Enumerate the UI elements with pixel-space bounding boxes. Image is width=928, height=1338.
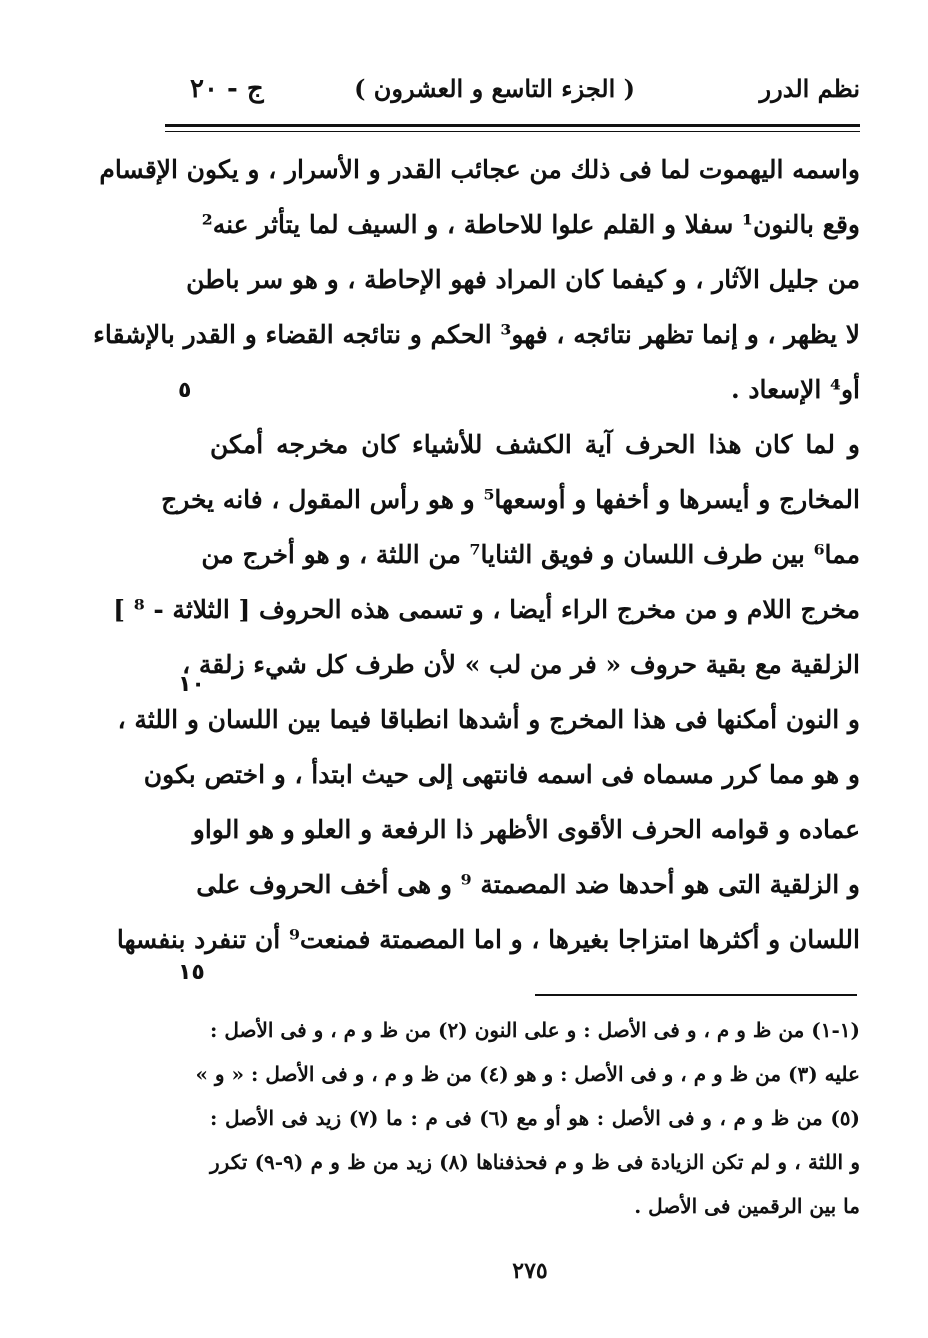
line-number-10: ١٠ [178,672,205,697]
text-line: لا يظهر ، و إنما تظهر نتائجه ، فهو³ الحكم و نتائجه القضاء و القدر بالإشقاء [93,320,860,349]
footnote-line: و اللثة ، و لم تكن الزيادة فى ظ و م فحذفناها (٨) زيد من ظ و م (٩-٩) تكرر [210,1150,860,1174]
text-line: و لما كان هذا الحرف آية الكشف للأشياء كان مخرجه أمكن [210,430,860,459]
footnote-line: (١-١) من ظ و م ، و فى الأصل : و على النون (٢) من ظ و م ، و فى الأصل : [210,1018,861,1042]
footnote-line: ما بين الرقمين فى الأصل . [634,1194,860,1218]
line-number-15: ١٥ [178,960,205,985]
footnote-rule [535,994,857,996]
footnotes [195,1008,861,1228]
page-number: ٢٧٥ [512,1258,548,1284]
text-line: المخارج و أيسرها و أخفها و أوسعها⁵ و هو رأس المقول ، فانه يخرج [161,485,860,514]
book-title: نظم الدرر [759,74,860,103]
volume-page-ref: ج - ٢٠ [190,74,264,104]
text-line: وقع بالنون¹ سفلا و القلم علوا للاحاطة ، و السيف لما يتأثر عنه² [201,210,860,239]
text-line: أو⁴ الإسعاد . [730,375,860,404]
text-line: و هو مما كرر مسماه فى اسمه فانتهى إلى حيث ابتدأ ، و اختص بكون [143,760,860,789]
text-line: اللسان و أكثرها امتزاجا بغيرها ، و اما المصمتة فمنعت⁹ أن تنفرد بنفسها [116,925,860,954]
header-rule-thin [165,131,860,132]
text-line: الزلقية مع بقية حروف « فر من لب » لأن طرف كل شيء زلقة ، [182,650,860,679]
text-line: مما⁶ بين طرف اللسان و فويق الثنايا⁷ من اللثة ، و هو أخرج من [201,540,860,569]
header-rule [165,124,860,127]
text-line: عماده و قوامه الحرف الأقوى الأظهر ذا الرفعة و العلو و هو الواو [192,815,860,844]
running-header [160,70,860,120]
line-number-5: ٥ [178,378,192,403]
text-line: و الزلقية التى هو أحدها ضد المصمتة ⁹ و هى أخف الحروف على [196,870,860,899]
footnote-line: (٥) من ظ و م ، و فى الأصل : هو أو مع (٦) فى م : ما (٧) زيد فى الأصل : [210,1106,861,1130]
footnote-line: عليه (٣) من ظ و م ، و فى الأصل : و هو (٤) من ظ و م ، و فى الأصل : « و » [195,1062,860,1086]
text-line: من جليل الآثار ، و كيفما كان المراد فهو الإحاطة ، و هو سر باطن [186,265,860,294]
text-line: واسمه اليهموت لما فى ذلك من عجائب القدر و الأسرار ، و يكون الإقسام [99,155,860,184]
text-line: و النون أمكنها فى هذا المخرج و أشدها انطباقا فيما بين اللسان و اللثة ، [117,705,860,734]
part-title: ( الجزء التاسع و العشرون ) [354,74,635,103]
text-line: مخرج اللام و من مخرج الراء أيضا ، و تسمى هذه الحروف [ الثلاثة - ⁸ ] [113,595,860,624]
